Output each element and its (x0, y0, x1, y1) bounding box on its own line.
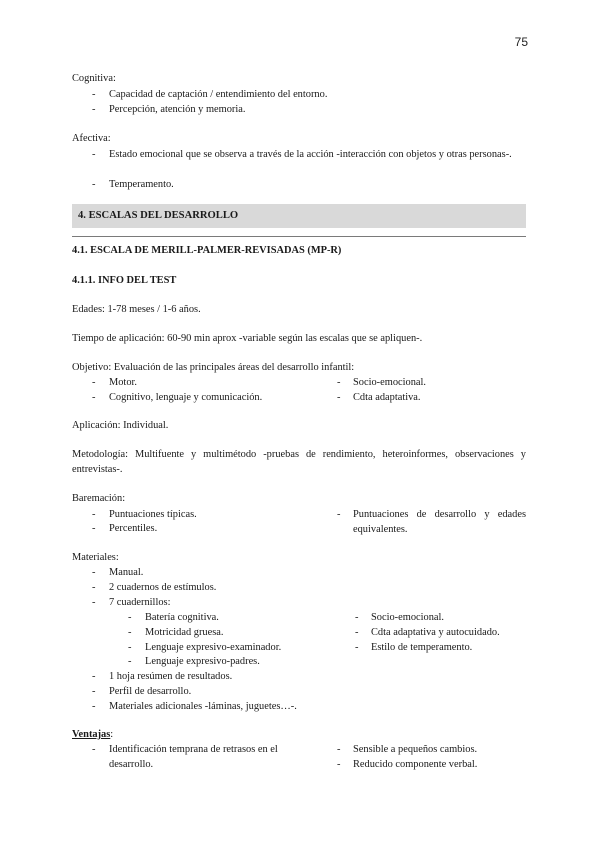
bullet-dash: - (92, 523, 96, 534)
bullet-dash: - (92, 686, 96, 697)
list-item: Temperamento. (109, 179, 174, 190)
list-item: Estado emocional que se observa a través de la acción -interacción con objetos y otras personas-. (109, 149, 512, 160)
list-item: Lenguaje expresivo-padres. (145, 656, 260, 667)
bullet-dash: - (92, 582, 96, 593)
bullet-dash: - (92, 509, 96, 520)
bullet-dash: - (92, 179, 96, 190)
baremacion-label: Baremación: (72, 493, 126, 504)
bullet-dash: - (355, 642, 359, 653)
list-item: Capacidad de captación / entendimiento del entorno. (109, 89, 328, 100)
ventajas-colon: : (110, 729, 114, 740)
edades-text: Edades: 1-78 meses / 1-6 años. (72, 304, 201, 315)
bullet-dash: - (128, 612, 132, 623)
list-item: Perfil de desarrollo. (109, 686, 192, 697)
list-item: Identificación temprana de retrasos en el desarrollo. (109, 744, 278, 770)
list-item: Cdta adaptativa y autocuidado. (371, 627, 500, 638)
list-item: 7 cuadernillos: (109, 597, 171, 608)
bullet-dash: - (337, 377, 341, 388)
bullet-dash: - (128, 656, 132, 667)
bullet-dash: - (337, 509, 341, 520)
list-item: Cognitivo, lenguaje y comunicación. (109, 392, 263, 403)
list-item: Manual. (109, 567, 144, 578)
bullet-dash: - (355, 612, 359, 623)
bullet-dash: - (92, 744, 96, 755)
list-item: Puntuaciones típicas. (109, 509, 197, 520)
bullet-dash: - (92, 104, 96, 115)
metodologia-text: Metodología: Multifuente y multimétodo -pruebas de rendimiento, heteroinformes, observaciones y entrevistas-. (72, 449, 526, 475)
aplicacion-text: Aplicación: Individual. (72, 420, 169, 431)
list-item: Percentiles. (109, 523, 158, 534)
bullet-dash: - (92, 149, 96, 160)
bullet-dash: - (355, 627, 359, 638)
bullet-dash: - (337, 744, 341, 755)
list-item: Puntuaciones de desarrollo y edades equivalentes. (353, 509, 526, 535)
list-item: Motor. (109, 377, 138, 388)
list-item: Reducido componente verbal. (353, 759, 478, 770)
afectiva-label: Afectiva: (72, 133, 111, 144)
bullet-dash: - (92, 392, 96, 403)
list-item: 2 cuadernos de estímulos. (109, 582, 217, 593)
tiempo-text: Tiempo de aplicación: 60-90 min aprox -variable según las escalas que se apliquen-. (72, 333, 423, 344)
subsubsection-heading: 4.1.1. INFO DEL TEST (72, 275, 177, 286)
list-item: Socio-emocional. (353, 377, 427, 388)
bullet-dash: - (92, 701, 96, 712)
list-item: Socio-emocional. (371, 612, 445, 623)
list-item: Lenguaje expresivo-examinador. (145, 642, 282, 653)
bullet-dash: - (92, 567, 96, 578)
list-item: Sensible a pequeños cambios. (353, 744, 478, 755)
bullet-dash: - (92, 597, 96, 608)
list-item: Estilo de temperamento. (371, 642, 473, 653)
page-number: 75 (514, 35, 528, 49)
objetivo-label: Objetivo: Evaluación de las principales áreas del desarrollo infantil: (72, 362, 355, 373)
section-heading: 4. ESCALAS DEL DESARROLLO (72, 204, 526, 228)
bullet-dash: - (92, 89, 96, 100)
bullet-dash: - (337, 759, 341, 770)
list-item: Materiales adicionales -láminas, juguetes…-. (109, 701, 297, 712)
bullet-dash: - (128, 627, 132, 638)
ventajas-label: Ventajas (72, 729, 111, 740)
materiales-label: Materiales: (72, 552, 119, 563)
list-item: Cdta adaptativa. (353, 392, 421, 403)
cognitiva-label: Cognitiva: (72, 73, 116, 84)
bullet-dash: - (92, 671, 96, 682)
divider (72, 236, 526, 237)
list-item: 1 hoja resúmen de resultados. (109, 671, 233, 682)
subsection-heading: 4.1. ESCALA DE MERILL-PALMER-REVISADAS (MP-R) (72, 245, 342, 256)
list-item: Motricidad gruesa. (145, 627, 224, 638)
bullet-dash: - (92, 377, 96, 388)
list-item: Percepción, atención y memoria. (109, 104, 246, 115)
ventajas-heading (72, 727, 113, 742)
bullet-dash: - (128, 642, 132, 653)
list-item: Batería cognitiva. (145, 612, 219, 623)
bullet-dash: - (337, 392, 341, 403)
